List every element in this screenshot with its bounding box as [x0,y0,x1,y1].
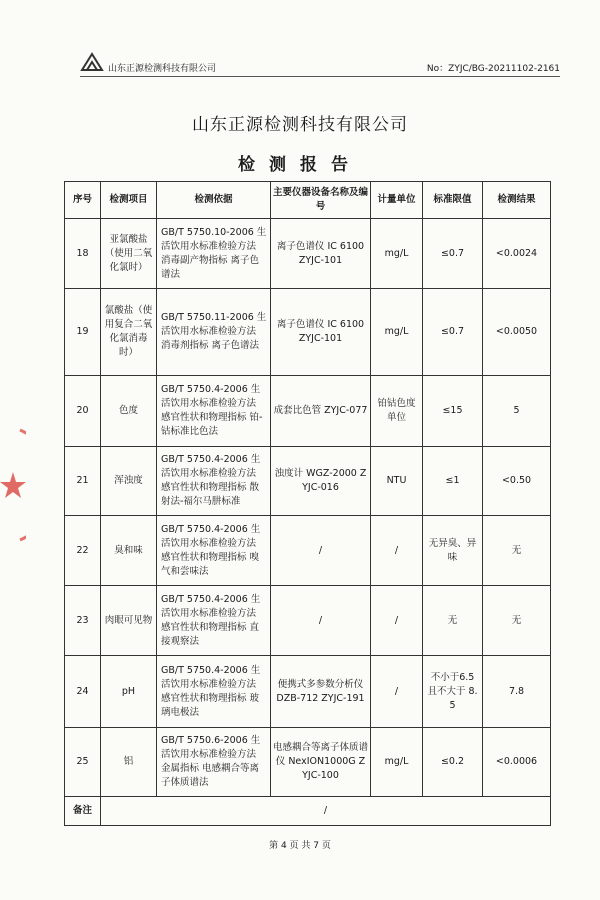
table-row [65,586,551,656]
cell-item: 铝 [101,728,157,797]
cell-basis: GB/T 5750.4-2006 生活饮用水标准检验方法 感官性状和物理指标 散射法-福尔马肼标准 [157,447,271,516]
cell-limit: ≤0.7 [423,289,483,376]
cell-basis: GB/T 5750.4-2006 生活饮用水标准检验方法 感官性状和物理指标 直接观察法 [157,586,271,656]
table-row [65,516,551,586]
header-basis: 检测依据 [157,182,271,219]
cell-limit: ≤15 [423,376,483,447]
company-logo-icon [80,50,104,72]
cell-item: 亚氯酸盐（使用二氧化氯时） [101,219,157,289]
cell-unit: 铂钴色度单位 [371,376,423,447]
cell-seq: 25 [65,728,101,797]
cell-result: 无 [483,516,551,586]
cell-limit: ≤0.7 [423,219,483,289]
note-row [65,797,551,826]
cell-result: <0.0024 [483,219,551,289]
page-header [80,50,560,74]
cell-instrument: / [271,586,371,656]
report-number: No：ZYJC/BG-20211102-2161 [426,64,560,74]
cell-instrument: 成套比色管 ZYJC-077 [271,376,371,447]
header-unit: 计量单位 [371,182,423,219]
table-row [65,656,551,728]
cell-unit: / [371,586,423,656]
cell-instrument: 便携式多参数分析仪 DZB-712 ZYJC-191 [271,656,371,728]
cell-result: <0.50 [483,447,551,516]
table-row [65,376,551,447]
cell-basis: GB/T 5750.10-2006 生活饮用水标准检验方法 消毒副产物指标 离子色谱法 [157,219,271,289]
cell-unit: NTU [371,447,423,516]
cell-basis: GB/T 5750.11-2006 生活饮用水标准检验方法 消毒剂指标 离子色谱法 [157,289,271,376]
cell-result: <0.0006 [483,728,551,797]
cell-limit: 无异臭、异味 [423,516,483,586]
header-instrument: 主要仪器设备名称及编号 [271,182,371,219]
cell-result: 5 [483,376,551,447]
header-divider [80,76,560,77]
page-title: 山东正源检测科技有限公司 [192,115,408,135]
cell-result: 无 [483,586,551,656]
cell-seq: 21 [65,447,101,516]
cell-basis: GB/T 5750.4-2006 生活饮用水标准检验方法 感官性状和物理指标 嗅气和尝味法 [157,516,271,586]
header-seq: 序号 [65,182,101,219]
cell-seq: 19 [65,289,101,376]
table-row [65,447,551,516]
cell-unit: / [371,656,423,728]
cell-basis: GB/T 5750.4-2006 生活饮用水标准检验方法 感官性状和物理指标 铂-钴标准比色法 [157,376,271,447]
test-results-table [64,181,551,826]
table-row [65,219,551,289]
cell-unit: mg/L [371,289,423,376]
header-result: 检测结果 [483,182,551,219]
cell-item: 浑浊度 [101,447,157,516]
cell-basis: GB/T 5750.4-2006 生活饮用水标准检验方法 感官性状和物理指标 玻璃电极法 [157,656,271,728]
page-number: 第 4 页 共 7 页 [269,841,331,851]
cell-basis: GB/T 5750.6-2006 生活饮用水标准检验方法 金属指标 电感耦合等离子体质谱法 [157,728,271,797]
cell-instrument: 离子色谱仪 IC 6100 ZYJC-101 [271,219,371,289]
cell-item: 肉眼可见物 [101,586,157,656]
header-item: 检测项目 [101,182,157,219]
cell-item: 臭和味 [101,516,157,586]
cell-item: pH [101,656,157,728]
cell-seq: 24 [65,656,101,728]
report-subtitle: 检测报告 [238,155,362,175]
cell-result: <0.0050 [483,289,551,376]
table-header-row [65,182,551,219]
cell-limit: ≤0.2 [423,728,483,797]
cell-unit: mg/L [371,728,423,797]
table-row [65,728,551,797]
note-value: / [101,797,551,826]
cell-item: 氯酸盐（使用复合二氧化氯消毒时） [101,289,157,376]
header-company-name: 山东正源检测科技有限公司 [108,64,217,74]
cell-unit: mg/L [371,219,423,289]
cell-seq: 20 [65,376,101,447]
cell-unit: / [371,516,423,586]
cell-limit: ≤1 [423,447,483,516]
cell-seq: 23 [65,586,101,656]
cell-limit: 不小于6.5 且不大于 8.5 [423,656,483,728]
cell-item: 色度 [101,376,157,447]
cell-result: 7.8 [483,656,551,728]
note-label: 备注 [65,797,101,826]
cell-instrument: / [271,516,371,586]
cell-seq: 18 [65,219,101,289]
cell-limit: 无 [423,586,483,656]
table-row [65,289,551,376]
cell-seq: 22 [65,516,101,586]
cell-instrument: 电感耦合等离子体质谱仪 NexION1000G ZYJC-100 [271,728,371,797]
header-limit: 标准限值 [423,182,483,219]
cell-instrument: 离子色谱仪 IC 6100 ZYJC-101 [271,289,371,376]
cell-instrument: 浊度计 WGZ-2000 ZYJC-016 [271,447,371,516]
red-seal-stamp-icon [0,420,26,550]
